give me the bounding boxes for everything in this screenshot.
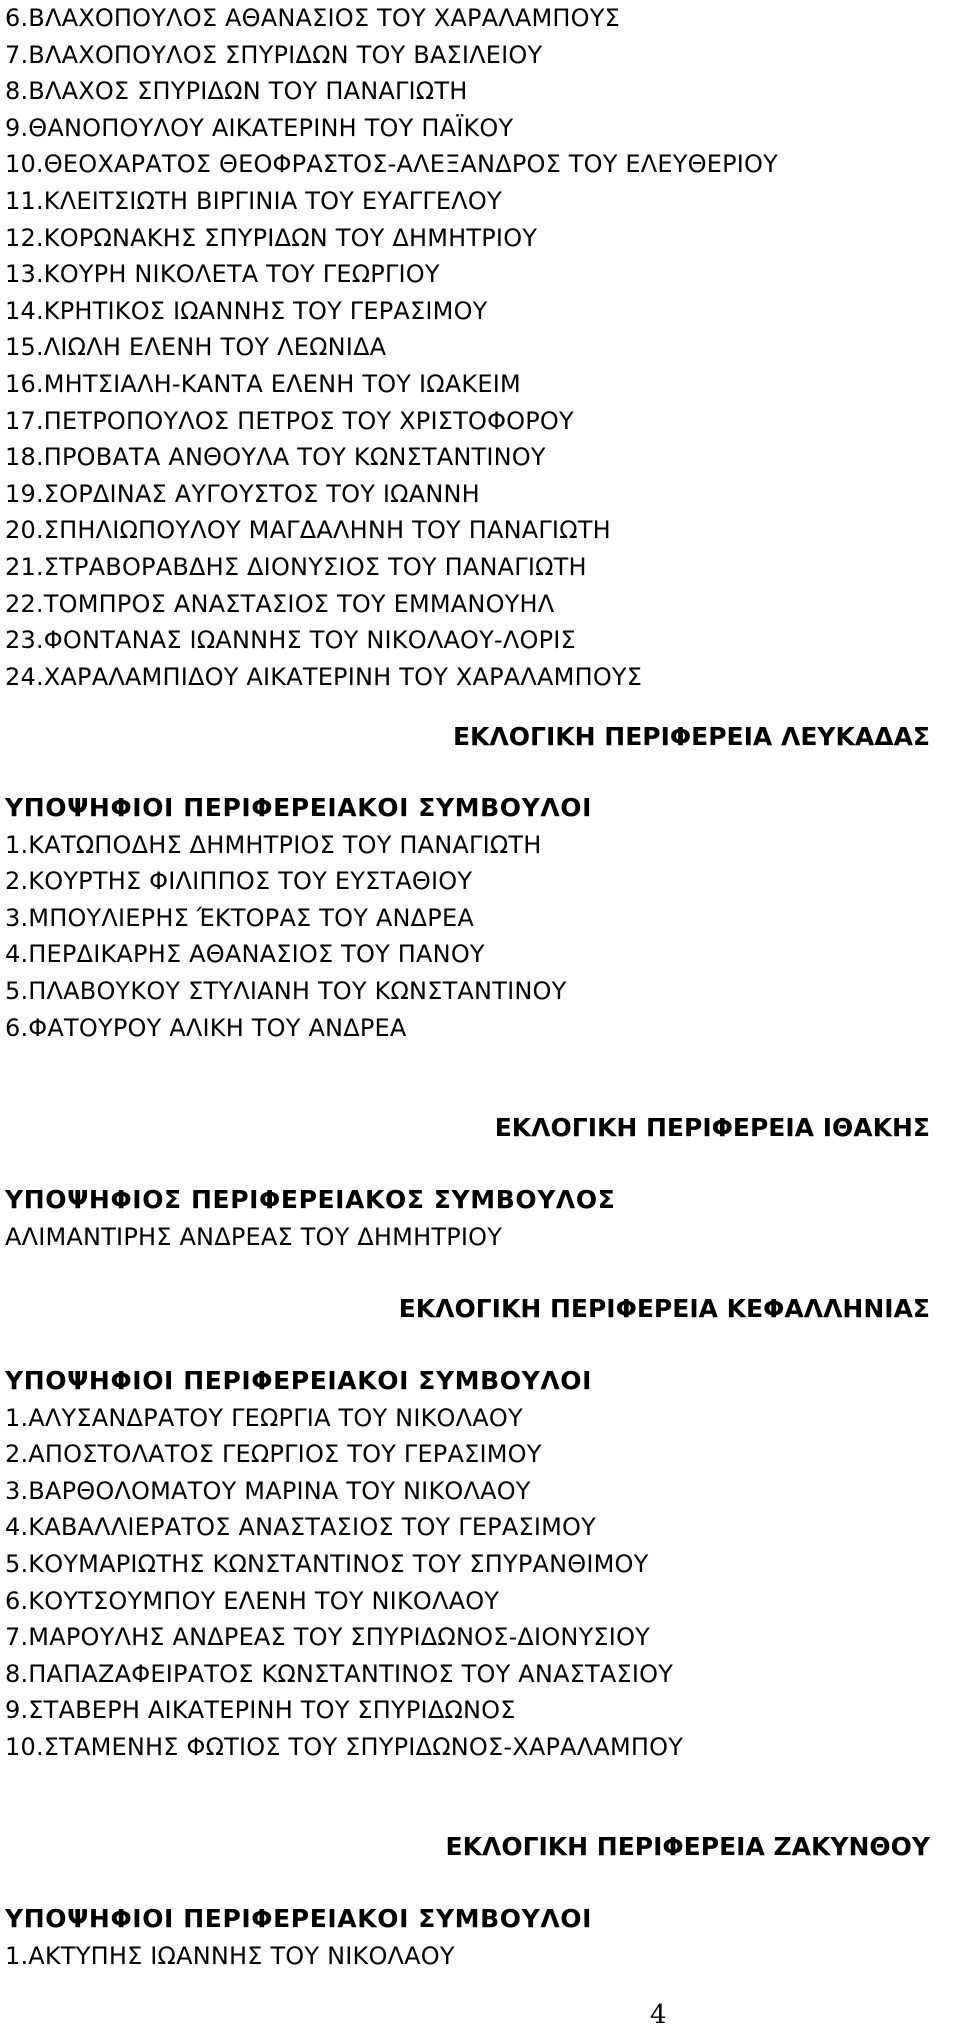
list-item: 6.ΚΟΥΤΣΟΥΜΠΟΥ ΕΛΕΝΗ ΤΟΥ ΝΙΚΟΛΑΟΥ [5,1586,500,1615]
list-item: 10.ΘΕΟΧΑΡΑΤΟΣ ΘΕΟΦΡΑΣΤΟΣ-ΑΛΕΞΑΝΔΡΟΣ ΤΟΥ ΕΛΕΥΘΕΡΙΟΥ [5,150,778,179]
list-item: 7.ΜΑΡΟΥΛΗΣ ΑΝΔΡΕΑΣ ΤΟΥ ΣΠΥΡΙΔΩΝΟΣ-ΔΙΟΝΥΣΙΟΥ [5,1623,651,1652]
role-heading: ΥΠΟΨΗΦΙΟΣ ΠΕΡΙΦΕΡΕΙΑΚΟΣ ΣΥΜΒΟΥΛΟΣ [5,1185,616,1214]
list-item: 19.ΣΟΡΔΙΝΑΣ ΑΥΓΟΥΣΤΟΣ ΤΟΥ ΙΩΑΝΝΗ [5,479,480,508]
list-item: 14.ΚΡΗΤΙΚΟΣ ΙΩΑΝΝΗΣ ΤΟΥ ΓΕΡΑΣΙΜΟΥ [5,296,488,325]
list-item: 8.ΒΛΑΧΟΣ ΣΠΥΡΙΔΩΝ ΤΟΥ ΠΑΝΑΓΙΩΤΗ [5,77,468,106]
list-item: 6.ΦΑΤΟΥΡΟΥ ΑΛΙΚΗ ΤΟΥ ΑΝΔΡΕΑ [5,1013,407,1042]
list-item: 21.ΣΤΡΑΒΟΡΑΒΔΗΣ ΔΙΟΝΥΣΙΟΣ ΤΟΥ ΠΑΝΑΓΙΩΤΗ [5,552,587,581]
candidate-list [5,1400,683,1766]
list-item: 22.ΤΟΜΠΡΟΣ ΑΝΑΣΤΑΣΙΟΣ ΤΟΥ ΕΜΜΑΝΟΥΗΛ [5,589,555,618]
list-item: 5.ΚΟΥΜΑΡΙΩΤΗΣ ΚΩΝΣΤΑΝΤΙΝΟΣ ΤΟΥ ΣΠΥΡΑΝΘΙΜΟΥ [5,1549,649,1578]
section-heading-kefallinia: ΕΚΛΟΓΙΚΗ ΠΕΡΙΦΕΡΕΙΑ ΚΕΦΑΛΛΗΝΙΑΣ [398,1294,930,1323]
candidate-list-continuation [5,0,778,695]
list-item: 4.ΠΕΡΔΙΚΑΡΗΣ ΑΘΑΝΑΣΙΟΣ ΤΟΥ ΠΑΝΟΥ [5,940,485,969]
role-heading: ΥΠΟΨΗΦΙΟΙ ΠΕΡΙΦΕΡΕΙΑΚΟΙ ΣΥΜΒΟΥΛΟΙ [5,793,593,822]
list-item: 20.ΣΠΗΛΙΩΠΟΥΛΟΥ ΜΑΓΔΑΛΗΝΗ ΤΟΥ ΠΑΝΑΓΙΩΤΗ [5,516,611,545]
list-item: 9.ΘΑΝΟΠΟΥΛΟΥ ΑΙΚΑΤΕΡΙΝΗ ΤΟΥ ΠΑΪΚΟΥ [5,113,514,142]
list-item: 2.ΑΠΟΣΤΟΛΑΤΟΣ ΓΕΩΡΓΙΟΣ ΤΟΥ ΓΕΡΑΣΙΜΟΥ [5,1440,542,1469]
role-heading: ΥΠΟΨΗΦΙΟΙ ΠΕΡΙΦΕΡΕΙΑΚΟΙ ΣΥΜΒΟΥΛΟΙ [5,1904,593,1933]
section-heading-zakynthos: ΕΚΛΟΓΙΚΗ ΠΕΡΙΦΕΡΕΙΑ ΖΑΚΥΝΘΟΥ [445,1832,930,1861]
section-zakynthos [5,1901,592,1974]
list-item: 24.ΧΑΡΑΛΑΜΠΙΔΟΥ ΑΙΚΑΤΕΡΙΝΗ ΤΟΥ ΧΑΡΑΛΑΜΠΟΥΣ [5,662,643,691]
candidate-list [5,827,592,1047]
list-item: 3.ΒΑΡΘΟΛΟΜΑΤΟΥ ΜΑΡΙΝΑ ΤΟΥ ΝΙΚΟΛΑΟΥ [5,1476,531,1505]
list-item: 18.ΠΡΟΒΑΤΑ ΑΝΘΟΥΛΑ ΤΟΥ ΚΩΝΣΤΑΝΤΙΝΟΥ [5,443,546,472]
list-item: 13.ΚΟΥΡΗ ΝΙΚΟΛΕΤΑ ΤΟΥ ΓΕΩΡΓΙΟΥ [5,260,440,289]
list-item: 15.ΛΙΩΛΗ ΕΛΕΝΗ ΤΟΥ ΛΕΩΝΙΔΑ [5,333,387,362]
list-item: 11.ΚΛΕΙΤΣΙΩΤΗ ΒΙΡΓΙΝΙΑ ΤΟΥ ΕΥΑΓΓΕΛΟΥ [5,186,502,215]
list-item: 17.ΠΕΤΡΟΠΟΥΛΟΣ ΠΕΤΡΟΣ ΤΟΥ ΧΡΙΣΤΟΦΟΡΟΥ [5,406,574,435]
section-heading-lefkada: ΕΚΛΟΓΙΚΗ ΠΕΡΙΦΕΡΕΙΑ ΛΕΥΚΑΔΑΣ [452,722,930,751]
list-item: 8.ΠΑΠΑΖΑΦΕΙΡΑΤΟΣ ΚΩΝΣΤΑΝΤΙΝΟΣ ΤΟΥ ΑΝΑΣΤΑΣΙΟΥ [5,1659,674,1688]
section-heading-ithaki: ΕΚΛΟΓΙΚΗ ΠΕΡΙΦΕΡΕΙΑ ΙΘΑΚΗΣ [494,1113,930,1142]
list-item: 1.ΑΛΥΣΑΝΔΡΑΤΟΥ ΓΕΩΡΓΙΑ ΤΟΥ ΝΙΚΟΛΑΟΥ [5,1403,523,1432]
list-item: 23.ΦΟΝΤΑΝΑΣ ΙΩΑΝΝΗΣ ΤΟΥ ΝΙΚΟΛΑΟΥ-ΛΟΡΙΣ [5,626,576,655]
list-item: 3.ΜΠΟΥΛΙΕΡΗΣ ΈΚΤΟΡΑΣ ΤΟΥ ΑΝΔΡΕΑ [5,903,474,932]
section-ithaki [5,1182,615,1255]
list-item: 5.ΠΛΑΒΟΥΚΟΥ ΣΤΥΛΙΑΝΗ ΤΟΥ ΚΩΝΣΤΑΝΤΙΝΟΥ [5,976,567,1005]
list-item: 2.ΚΟΥΡΤΗΣ ΦΙΛΙΠΠΟΣ ΤΟΥ ΕΥΣΤΑΘΙΟΥ [5,867,473,896]
list-item: 6.ΒΛΑΧΟΠΟΥΛΟΣ ΑΘΑΝΑΣΙΟΣ ΤΟΥ ΧΑΡΑΛΑΜΠΟΥΣ [5,4,620,32]
list-item: 9.ΣΤΑΒΕΡΗ ΑΙΚΑΤΕΡΙΝΗ ΤΟΥ ΣΠΥΡΙΔΩΝΟΣ [5,1696,516,1725]
list-item: 7.ΒΛΑΧΟΠΟΥΛΟΣ ΣΠΥΡΙΔΩΝ ΤΟΥ ΒΑΣΙΛΕΙΟΥ [5,40,543,69]
list-item: 1.ΚΑΤΩΠΟΔΗΣ ΔΗΜΗΤΡΙΟΣ ΤΟΥ ΠΑΝΑΓΙΩΤΗ [5,830,542,859]
list-item: 10.ΣΤΑΜΕΝΗΣ ΦΩΤΙΟΣ ΤΟΥ ΣΠΥΡΙΔΩΝΟΣ-ΧΑΡΑΛΑΜΠΟΥ [5,1732,684,1761]
list-item: ΑΛΙΜΑΝΤΙΡΗΣ ΑΝΔΡΕΑΣ ΤΟΥ ΔΗΜΗΤΡΙΟΥ [5,1222,503,1251]
section-lefkada [5,790,592,1046]
candidate-list [5,1938,592,1975]
role-heading: ΥΠΟΨΗΦΙΟΙ ΠΕΡΙΦΕΡΕΙΑΚΟΙ ΣΥΜΒΟΥΛΟΙ [5,1366,593,1395]
list-item: 4.ΚΑΒΑΛΛΙΕΡΑΤΟΣ ΑΝΑΣΤΑΣΙΟΣ ΤΟΥ ΓΕΡΑΣΙΜΟΥ [5,1513,596,1542]
candidate-list [5,1219,615,1256]
section-kefallinia [5,1363,683,1766]
list-item: 12.ΚΟΡΩΝΑΚΗΣ ΣΠΥΡΙΔΩΝ ΤΟΥ ΔΗΜΗΤΡΙΟΥ [5,223,538,252]
list-item: 16.ΜΗΤΣΙΑΛΗ-ΚΑΝΤΑ ΕΛΕΝΗ ΤΟΥ ΙΩΑΚΕΙΜ [5,369,521,398]
candidate-list [5,0,778,695]
list-item: 1.ΑΚΤΥΠΗΣ ΙΩΑΝΝΗΣ ΤΟΥ ΝΙΚΟΛΑΟΥ [5,1941,455,1970]
page-number: 4 [650,2000,667,2030]
